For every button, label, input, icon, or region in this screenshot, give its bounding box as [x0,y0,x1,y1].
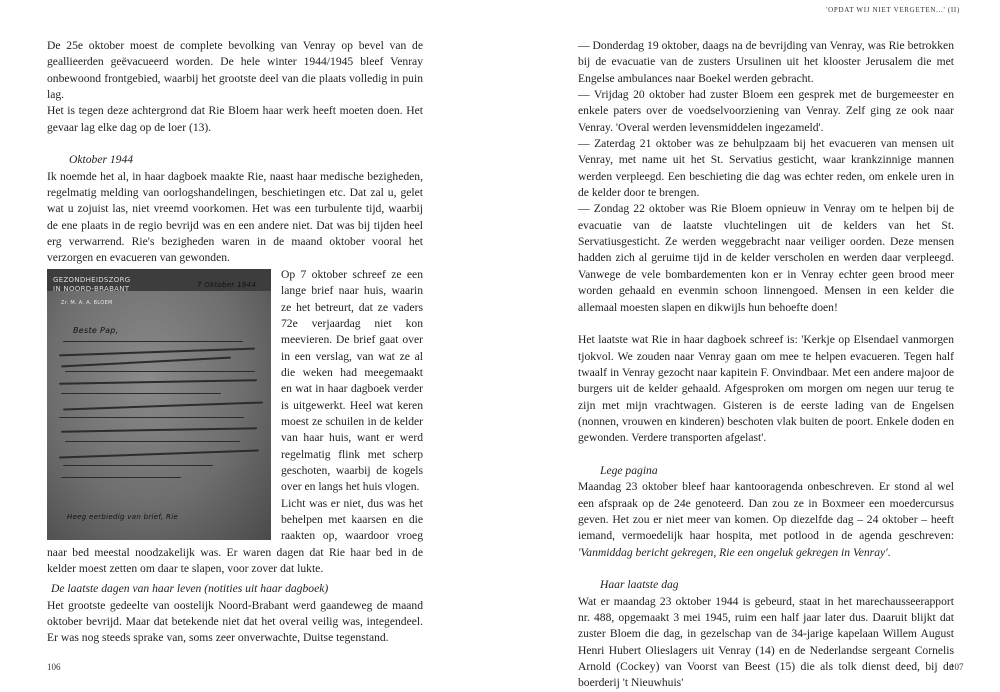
diary-entry-20-oktober: — Vrijdag 20 oktober had zuster Bloem een gesprek met de burgemeester en enkele paters over de voedselvoorziening van Venray. Zelf ging ze ook naar Venray. 'Overal werden levensmiddelen ingezameld'. [578,88,954,134]
letter-date: 7 Oktober 1944 [197,280,257,289]
oktober-paragraph: Ik noemde het al, in haar dagboek maakte Rie, naast haar medische bezigheden, regelmatig melding van oorlogshandelingen, beschietingen etc. Dat zal u, gelet wat u zojuist las, niet vreemd voorkomen. Het was een turbulente tijd, waarbij de ene plaats in de regio bevrijd was en een andere niet. Dat was bij tijden heel erg verwarrend. Rie's bezigheden waren in de maand oktober vooral het verzorgen en evacueren van gewonden. [47,169,423,265]
left-page [0,0,500,679]
intro-paragraph-2: Het is tegen deze achtergrond dat Rie Bloem haar werk heeft moeten doen. Het gevaar lag elke dag op de loer (13). [47,104,423,134]
letter-photo [47,269,271,540]
right-page [500,0,1000,690]
laatste-paragraph: Het grootste gedeelte van oostelijk Noord-Brabant werd gaandeweg de maand oktober bevrijd. Maar dat betekende niet dat het overal veilig was, integendeel. Er was nog steeds sprake van, soms zeer onverwachte, Duitse tegenstand. [47,598,423,645]
haar-laatste-dag-paragraph: Wat er maandag 23 oktober 1944 is gebeurd, staat in het marechausseerapport nr. 488, opgemaakt 3 mei 1945, ruim een half jaar later dus. Daaruit blijkt dat zuster Bloem die dag, in gezelschap van de 34-jarige kapelaan Willem August Henri Hubert Olieslagers uit Venray (14) en de Nederlandse sergeant Cornelis Arnold (Cockey) van Voorst van Beest (15) die als tolk dienst deed, bij de boerderij 't Nieuwhuis' [578,594,954,690]
laatste-dagboek-paragraph: Het laatste wat Rie in haar dagboek schreef is: 'Kerkje op Elsendael vanmorgen tjokvol. We zouden naar Venray gaan om mee te helpen evacueren. Tegen half twaalf in Venray gezocht naar kapitein F. Onvindbaar. Met een andere majoor de burgers uit de kelder gehaald. Afgesproken om morgen om negen uur terug te zijn met mijn vrachtwagen. Gisteren is de eerste lading van de Engelsen (nonnen, vrouwen en kinderen) beschoten vlak buiten de poort. Enkele doden en gewonden. Verdere transporten afgelast'. [578,333,954,445]
page-number-left: 106 [47,662,61,672]
letter-paragraph: Op 7 oktober schreef ze een lange brief naar huis, waarin ze het betreurt, dat ze vaders 72e verjaardag niet kon meevieren. De brief gaat over in een verslag, van wat ze al die weken had meegemaakt en wat in haar dagboek verder is uitgewerkt. Heel wat keren moest ze schuilen in de kelder van haar huis, want er werd regelmatig flink met scherp geschoten, waarbij de kogels over en langs het huis vlogen. [281,267,423,494]
licht-paragraph: Licht was er niet, dus was het behelpen met kaarsen en die raakten op, waardoor vroeg naar bed meestal noodzakelijk was. Er waren dagen dat Rie haar bed in de kelder moest zetten om daar te slapen, voor zover dat lukte. [47,496,423,575]
lege-pagina-paragraph [578,479,954,561]
intro-paragraph: De 25e oktober moest de complete bevolking van Venray op bevel van de geallieerden geëvacueerd worden. De hele winter 1944/1945 bleef Venray onbewoond frontgebied, waarbij het grootste deel van die plaats volledig in puin lag. [47,39,423,102]
letterhead-line-1 [53,272,130,278]
lege-quote: 'Vanmiddag bericht gekregen, Rie een ongeluk gekregen in Venray' [578,545,888,559]
right-column [578,38,954,692]
heading-haar-laatste-dag: Haar laatste dag [600,578,679,592]
heading-lege-pagina: Lege pagina [600,463,658,477]
heading-oktober-1944: Oktober 1944 [69,153,134,167]
heading-laatste-dagen: De laatste dagen van haar leven (notities uit haar dagboek) [51,582,329,596]
letter-greeting: Beste Pap, [73,325,119,335]
diary-entry-21-oktober: — Zaterdag 21 oktober was ze behulpzaam bij het evacueren van mensen uit Venray, met name uit het St. Servatius gesticht, waar krankzinnige mannen werden verpleegd. Een beschieting die dag was echter reden, om enkele uren in de kelder door te brengen. [578,137,954,200]
letterhead-line-2 [53,281,129,287]
running-header: 'OPDAT WIJ NIET VERGETEN...' (II) [826,6,960,14]
letterhead-line-3: Zr. M. A. A. BLOEM [61,299,113,306]
lege-end: . [887,545,891,559]
letter-closing: Heeg eerbiedig van brief, Rie [67,512,179,521]
left-column [47,38,423,647]
diary-entry-22-oktober: — Zondag 22 oktober was Rie Bloem opnieuw in Venray om te helpen bij de evacuatie van de laatste vluchtelingen uit de kelders van het St. Servatiusgesticht. Ze werden weggebracht naar veiliger oorden. Deze mensen hadden zich al geruime tijd in de kelder verscholen en werden daar verpleegd. Vanwege de vele bombardementen kon er in Venray echter geen brood meer worden gehaald en evenmin schoon linnengoed. Mensen in een kelder die allemaal moesten slapen en dikwijls hun behoefte doen! [578,202,954,314]
diary-entry-19-oktober: — Donderdag 19 oktober, daags na de bevrijding van Venray, was Rie betrokken bij de evacuatie van de zusters Ursulinen uit het klooster Jerusalem die met Engelse ambulances naar Boekel werden gebracht. [578,39,954,85]
page-number-right: 107 [950,662,964,672]
lege-text: Maandag 23 oktober bleef haar kantooragenda onbeschreven. Er stond al wel een afspraak op de 24e genoteerd. Dan zou ze in Boxmeer een moedercursus geven. Het zou er niet meer van komen. Op diezelfde dag – 24 oktober – heeft iemand, vermoedelijk haar hospita, met potlood in de agenda geschreven: [578,480,954,543]
